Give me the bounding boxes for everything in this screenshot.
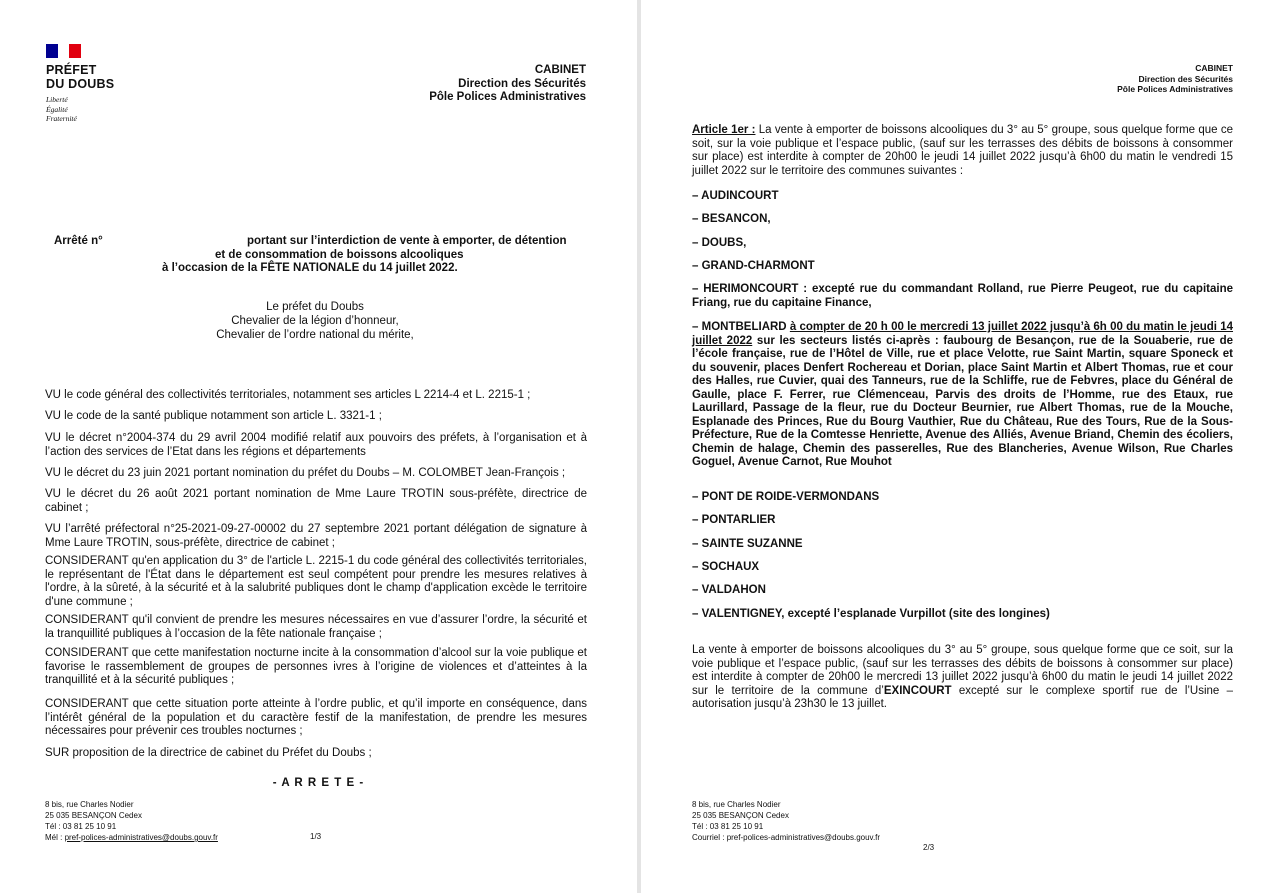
- header-direction: Direction des Sécurités: [458, 77, 586, 90]
- montbeliard-period: à compter de 20 h 00 le mercredi 13 juillet 2022 jusqu’à 6h 00 du matin le jeudi 14 juillet 2022: [692, 321, 1234, 347]
- visa-paragraph: VU le code général des collectivités territoriales, notamment ses articles L 2214-4 et L. 2215-1 ;: [45, 389, 531, 401]
- exincourt-text-start: La vente à emporter de boissons alcooliques du 3° au 5° groupe, sous quelque forme que ce soit, sur la voie publique et l’espace public, (sauf sur les terrasses des débits de boissons à consommer sur place) est interdite à compter de 20h00 le mercredi 13 juillet 2022 jusqu’à 6h00 du matin le jeudi 14 juillet 2022 sur le territoire de la commune d’: [692, 644, 1233, 697]
- visa-paragraph: VU le décret du 23 juin 2021 portant nomination du préfet du Doubs – M. COLOMBET Jean-François ;: [45, 467, 566, 479]
- footer-address-2: 25 035 BESANÇON Cedex: [45, 811, 142, 820]
- commune-item: – GRAND-CHARMONT: [692, 260, 815, 272]
- document-page-2: [641, 0, 1280, 893]
- commune-item: – DOUBS,: [692, 237, 747, 249]
- montbeliard-name: – MONTBELIARD: [692, 321, 790, 333]
- page1-header: [429, 64, 586, 105]
- visa-paragraph: VU le décret du 26 août 2021 portant nomination de Mme Laure TROTIN sous-préfète, directrice de cabinet ;: [45, 488, 587, 514]
- arrete-number-label: Arrêté n°: [54, 235, 103, 247]
- prefet-line-3: Chevalier de l’ordre national du mérite,: [216, 329, 414, 341]
- header-pole: Pôle Polices Administratives: [429, 91, 586, 103]
- page-number: 1/3: [310, 832, 322, 841]
- page2-header: [1117, 63, 1233, 95]
- header-direction: Direction des Sécurités: [1138, 73, 1233, 84]
- title-line-3: à l’occasion de la FÊTE NATIONALE du 14 juillet 2022.: [162, 262, 458, 274]
- proposition-paragraph: SUR proposition de la directrice de cabinet du Préfet du Doubs ;: [45, 747, 372, 759]
- motto-liberte: Liberté: [46, 95, 68, 104]
- commune-item: – SOCHAUX: [692, 561, 760, 573]
- considerant-paragraph: CONSIDERANT que cette situation porte atteinte à l’ordre public, et qu’il importe en conséquence, dans l’intérêt général de la population et du caractère festif de la manifestation, de prendre les mesures nécessaires pour prévenir ces troubles nocturnes ;: [45, 698, 587, 737]
- exincourt-paragraph: [692, 644, 1233, 712]
- considerant-paragraph: CONSIDERANT qu'il convient de prendre les mesures nécessaires en vue d’assurer l’ordre, la sécurité et la tranquillité publiques à l’occasion de la fête nationale française ;: [45, 614, 587, 640]
- commune-item: – VALDAHON: [692, 584, 766, 596]
- commune-item: – AUDINCOURT: [692, 190, 779, 202]
- motto-egalite: Égalité: [46, 104, 68, 114]
- logo-line-2: DU DOUBS: [46, 77, 115, 91]
- prefet-logo-text: [46, 63, 114, 91]
- considerant-paragraph: CONSIDERANT qu'en application du 3° de l'article L. 2215-1 du code général des collectivités territoriales, le représentant de l'État dans le département est seul compétent pour prendre les mesures relatives à l'ordre, à la sûreté, à la sécurité et à la salubrité publiques dont le champ d'application excède le territoire d'une commune ;: [45, 555, 587, 608]
- footer-phone: Tél : 03 81 25 10 91: [45, 822, 117, 831]
- page-number: 2/3: [923, 843, 935, 852]
- prefet-line-1: Le préfet du Doubs: [266, 301, 364, 313]
- marianne-flag-logo: [46, 44, 81, 58]
- article-1-label: Article 1er :: [692, 124, 756, 136]
- title-line-1: portant sur l’interdiction de vente à emporter, de détention: [247, 235, 567, 247]
- prefet-titles: [200, 300, 430, 342]
- commune-item: – PONT DE ROIDE-VERMONDANS: [692, 491, 880, 503]
- article-1-text-rest: que ce soit, sur la voie publique et l’espace public, (sauf sur les terrasses des débits de boissons à consommer sur place) est interdite à compter de 20h00 le jeudi 14 juillet 2022 jusqu’à 6h00 du matin le vendredi 15 juillet 2022 sur le territoire des communes suivantes :: [692, 124, 1233, 177]
- visa-paragraph: VU l’arrêté préfectoral n°25-2021-09-27-00002 du 27 septembre 2021 portant délégation de signature à Mme Laure TROTIN, sous-préfète, directrice de cabinet ;: [45, 523, 587, 549]
- motto-fraternite: Fraternité: [46, 114, 77, 123]
- title-line-2: et de consommation de boissons alcooliques: [215, 248, 464, 261]
- mail-link[interactable]: pref-polices-administratives@doubs.gouv.fr: [726, 833, 881, 842]
- header-cabinet: CABINET: [1195, 63, 1233, 73]
- mail-link[interactable]: pref-polices-administratives@doubs.gouv.fr: [64, 833, 218, 842]
- header-cabinet: CABINET: [534, 64, 586, 76]
- page1-footer: [45, 799, 218, 843]
- commune-item: – BESANCON,: [692, 213, 771, 225]
- visa-paragraph: VU le code de la santé publique notamment son article L. 3321-1 ;: [45, 410, 382, 422]
- arrete-heading: - A R R E T E -: [272, 777, 365, 789]
- commune-item: – PONTARLIER: [692, 514, 776, 526]
- montbeliard-paragraph: [692, 321, 1233, 470]
- page2-footer: [692, 799, 880, 843]
- footer-address-2: 25 035 BESANÇON Cedex: [692, 811, 789, 820]
- footer-address-1: 8 bis, rue Charles Nodier: [45, 800, 134, 809]
- mail-label: Courriel :: [692, 833, 727, 842]
- footer-mail: [45, 832, 218, 843]
- considerant-paragraph: CONSIDERANT que cette manifestation nocturne incite à la consommation d’alcool sur la voie publique et favorise le rassemblement de groupes de personnes ivres à l’origine de violences et d’atteintes à la tranquillité et à la sécurité publiques ;: [45, 647, 587, 686]
- commune-item: – VALENTIGNEY, excepté l’esplanade Vurpillot (site des longines): [692, 608, 1050, 620]
- visa-paragraph: VU le décret n°2004-374 du 29 avril 2004 modifié relatif aux pouvoirs des préfets, à l’organisation et à l’action des services de l’Etat dans les régions et départements: [45, 432, 587, 458]
- header-pole: Pôle Polices Administratives: [1117, 84, 1233, 94]
- commune-item: – HERIMONCOURT : excepté rue du commandant Rolland, rue Pierre Peugeot, rue du capitaine Friang, rue du capitaine Finance,: [692, 283, 1233, 309]
- exincourt-text-end: excepté sur le complexe sportif rue de l’Usine – autorisation jusqu’à 23h30 le 13 juillet.: [692, 684, 1233, 710]
- mail-label: Mél :: [45, 833, 65, 842]
- footer-mail: [692, 832, 880, 843]
- commune-item: – SAINTE SUZANNE: [692, 538, 803, 550]
- footer-phone: Tél : 03 81 25 10 91: [692, 822, 764, 831]
- exincourt-commune: EXINCOURT: [883, 684, 952, 697]
- article-1-paragraph: [692, 124, 1233, 178]
- montbeliard-streets: sur les secteurs listés ci-après : faubourg de Besançon, rue de la Souaberie, rue de l’école française, rue de l’Hôtel de Ville, rue et place Velotte, rue Saint Martin, square Sponeck et du souvenir, places Denfert Rochereau et Dorian, place Saint Martin et Albert Thomas, rue et cour des Halles, rue Cuvier, quai des Tanneurs, rue de la Schliffe, rue de Febvres, place du Général de Gaulle, place F. Ferrer, rue Clémenceau, Parvis des droits de l’Homme, rue des Etaux, rue Laurillard, Passage de la fleur, rue du Docteur Beurnier, rue Albert Thomas, rue de la Mouche, Esplanade des Princes, Rue du Bourg Vauthier, Rue du Château, Rue des Tours, Rue de la Sous-Préfecture, Rue de la Comtesse Henriette, Avenue des Alliés, Avenue Briand, Chemin des écoliers, Chemin de halage, Chemin des passerelles, Rue des Blancheries, Avenue Wilson, Rue Charles Goguel, Avenue Carnot, Rue Mouhot: [692, 334, 1233, 468]
- republic-motto: [46, 95, 77, 124]
- logo-line-1: PRÉFET: [46, 63, 97, 77]
- article-1-text-start: La vente à emporter de boissons alcooliques du 3° au 5° groupe, sous quelque forme: [755, 124, 1196, 136]
- footer-address-1: 8 bis, rue Charles Nodier: [692, 800, 781, 809]
- prefet-line-2: Chevalier de la légion d’honneur,: [231, 315, 399, 327]
- document-page-1: [0, 0, 637, 893]
